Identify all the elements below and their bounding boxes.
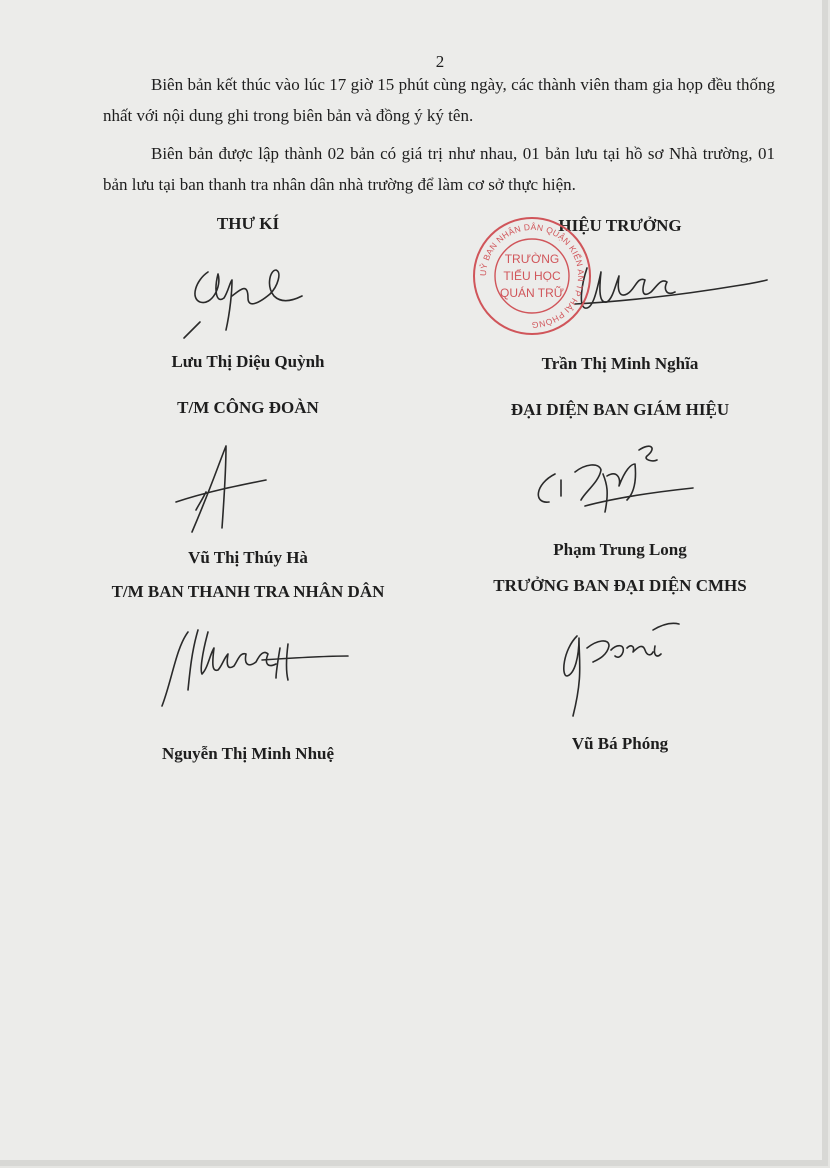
stamp-line-3: QUÁN TRỮ <box>499 286 565 300</box>
parents-signature <box>553 616 693 726</box>
secretary-name: Lưu Thị Diệu Quỳnh <box>171 352 325 371</box>
union-role: T/M CÔNG ĐOÀN <box>177 398 319 417</box>
management-role: ĐẠI DIỆN BAN GIÁM HIỆU <box>510 400 730 419</box>
secretary-block <box>88 214 408 374</box>
inspection-name: Nguyễn Thị Minh Nhuệ <box>161 744 335 763</box>
page-number: 2 <box>435 52 445 71</box>
inspection-role: T/M BAN THANH TRA NHÂN DÂN <box>111 582 385 601</box>
school-stamp <box>470 214 594 338</box>
closing-paragraph: Biên bản kết thúc vào lúc 17 giờ 15 phút cùng ngày, các thành viên tham gia họp đều thống nhất với nội dung ghi trong biên bản và đồng ý ký tên. <box>103 75 775 125</box>
copies-paragraph: Biên bản được lập thành 02 bản có giá trị như nhau, 01 bản lưu tại hồ sơ Nhà trường, 01 bản lưu tại ban thanh tra nhân dân nhà trường để làm cơ sở thực hiện. <box>103 144 775 194</box>
parents-role: TRƯỞNG BAN ĐẠI DIỆN CMHS <box>493 576 747 595</box>
management-block <box>455 398 785 568</box>
inspection-signature <box>152 620 352 720</box>
stamp-ring-text: UỶ BAN NHÂN DÂN QUẬN KIẾN AN TP HẢI PHÒNG <box>477 221 587 331</box>
parents-name: Vũ Bá Phóng <box>571 734 669 753</box>
union-block <box>88 398 408 568</box>
union-signature <box>166 440 276 540</box>
principal-role: HIỆU TRƯỞNG <box>558 216 682 235</box>
secretary-signature <box>178 252 308 342</box>
management-name: Phạm Trung Long <box>553 540 687 559</box>
management-signature <box>525 434 715 524</box>
union-name: Vũ Thị Thúy Hà <box>188 548 308 567</box>
secretary-role: THƯ KÍ <box>216 214 280 233</box>
stamp-line-1: TRƯỜNG <box>504 252 560 266</box>
inspection-block <box>78 582 418 772</box>
principal-name: Trần Thị Minh Nghĩa <box>541 354 699 373</box>
parents-block <box>455 576 785 766</box>
stamp-line-2: TIỂU HỌC <box>503 269 561 283</box>
